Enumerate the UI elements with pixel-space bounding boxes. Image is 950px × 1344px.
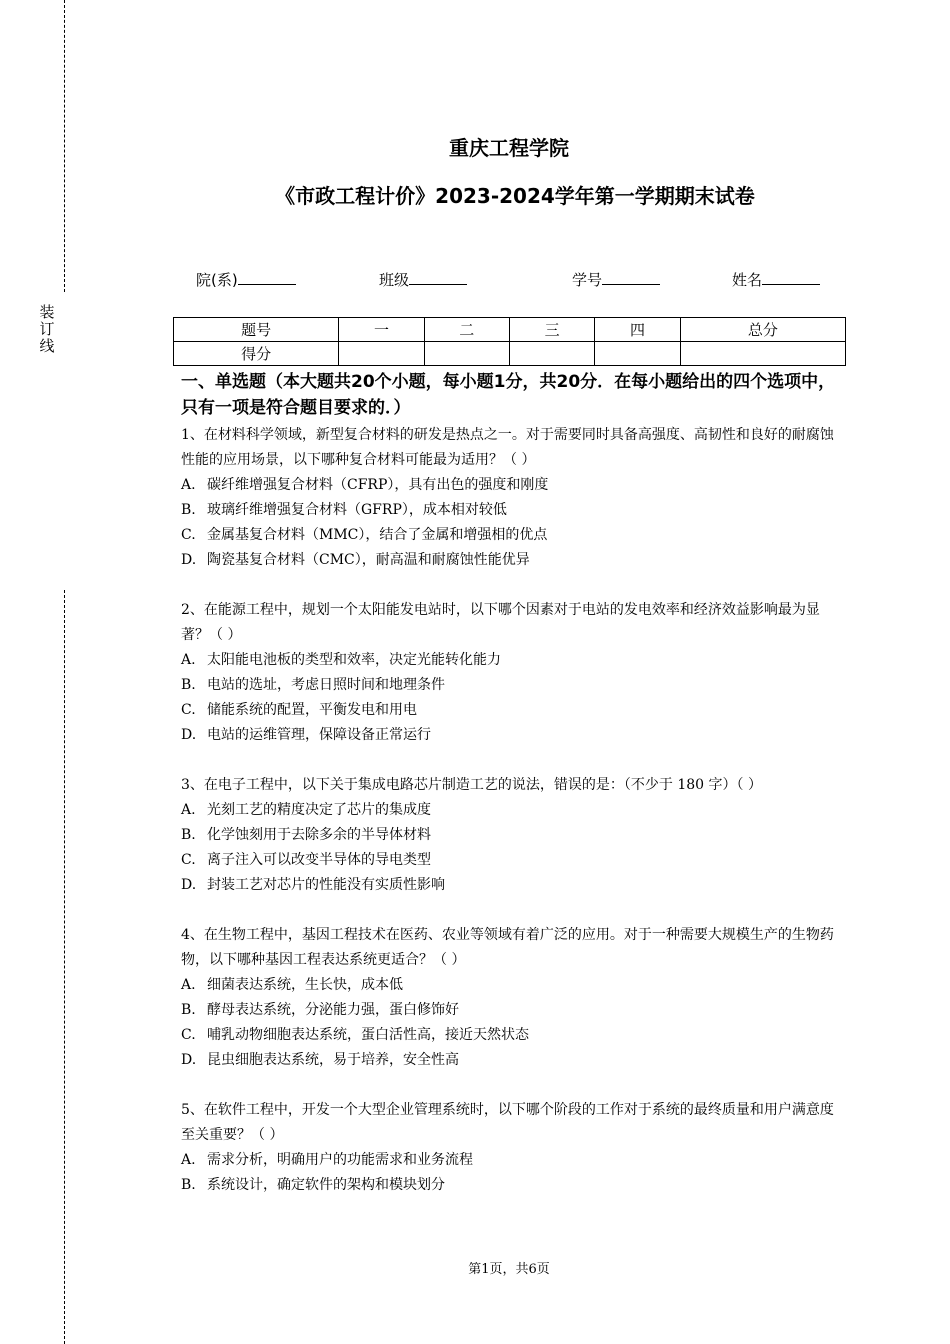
score-entry-cell (680, 342, 845, 366)
option-a (181, 473, 841, 498)
school-name: 重庆工程学院 (449, 136, 569, 160)
option-text: 细菌表达系统，生长快，成本低 (207, 977, 403, 993)
info-field-class (379, 269, 467, 290)
option-letter: B. (181, 677, 196, 693)
question-4 (181, 923, 841, 1073)
option-text: 陶瓷基复合材料（CMC），耐高温和耐腐蚀性能优异 (207, 552, 530, 568)
option-b (181, 673, 841, 698)
section-heading: 一、单选题（本大题共20个小题，每小题1分，共20分．在每小题给出的四个选项中，只有一项是符合题目要求的．） (181, 372, 836, 418)
option-a (181, 648, 841, 673)
option-letter: B. (181, 1177, 196, 1193)
option-b (181, 498, 841, 523)
option-c (181, 848, 841, 873)
option-text: 玻璃纤维增强复合材料（GFRP），成本相对较低 (207, 502, 507, 518)
option-b (181, 823, 841, 848)
option-letter: A. (181, 1152, 196, 1168)
option-b (181, 1173, 841, 1198)
fill-in-blank (602, 270, 660, 285)
option-letter: B. (181, 502, 196, 518)
option-text: 化学蚀刻用于去除多余的半导体材料 (207, 827, 431, 843)
binding-dashed-line-bottom (64, 590, 65, 1344)
score-table-cell: 总分 (680, 318, 845, 342)
info-label: 学号 (572, 271, 603, 289)
score-table (173, 317, 846, 366)
score-entry-cell (339, 342, 424, 366)
score-table-cell: 四 (595, 318, 680, 342)
page-footer: 第1页，共6页 (468, 1262, 550, 1277)
question-stem: 1、在材料科学领域，新型复合材料的研发是热点之一。对于需要同时具备高强度、高韧性和良好的耐腐蚀性能的应用场景，以下哪种复合材料可能最为适用？（ ） (181, 427, 834, 468)
option-letter: C. (181, 702, 196, 718)
option-letter: B. (181, 827, 196, 843)
info-label: 院(系) (196, 271, 238, 289)
option-letter: D. (181, 727, 197, 743)
option-c (181, 523, 841, 548)
option-text: 碳纤维增强复合材料（CFRP），具有出色的强度和刚度 (207, 477, 549, 493)
option-letter: C. (181, 527, 196, 543)
option-letter: A. (181, 977, 196, 993)
score-entry-cell (595, 342, 680, 366)
score-table-cell: 二 (424, 318, 509, 342)
exam-title: 《市政工程计价》2023-2024学年第一学期期末试卷 (275, 184, 755, 208)
option-text: 金属基复合材料（MMC），结合了金属和增强相的优点 (207, 527, 548, 543)
info-label: 姓名 (732, 271, 763, 289)
info-field-department (196, 269, 296, 290)
option-letter: C. (181, 1027, 196, 1043)
option-text: 电站的运维管理，保障设备正常运行 (207, 727, 431, 743)
option-letter: D. (181, 1052, 197, 1068)
option-letter: A. (181, 652, 196, 668)
option-text: 光刻工艺的精度决定了芯片的集成度 (207, 802, 431, 818)
option-d (181, 548, 841, 573)
option-text: 需求分析，明确用户的功能需求和业务流程 (207, 1152, 473, 1168)
option-text: 昆虫细胞表达系统，易于培养，安全性高 (207, 1052, 459, 1068)
option-text: 离子注入可以改变半导体的导电类型 (207, 852, 431, 868)
option-d (181, 1048, 841, 1073)
option-text: 封装工艺对芯片的性能没有实质性影响 (207, 877, 445, 893)
option-letter: C. (181, 852, 196, 868)
score-table-cell: 得分 (174, 342, 339, 366)
question-5 (181, 1098, 841, 1198)
score-table-header-row (174, 318, 846, 342)
fill-in-blank (409, 270, 467, 285)
question-stem: 4、在生物工程中，基因工程技术在医药、农业等领域有着广泛的应用。对于一种需要大规模生产的生物药物，以下哪种基因工程表达系统更适合？（ ） (181, 927, 834, 968)
option-letter: D. (181, 877, 197, 893)
question-stem: 3、在电子工程中，以下关于集成电路芯片制造工艺的说法，错误的是：（不少于 180 字）（ ） (181, 777, 762, 793)
option-d (181, 723, 841, 748)
info-field-name (732, 269, 820, 290)
info-field-student-id (572, 269, 660, 290)
fill-in-blank (762, 270, 820, 285)
option-text: 储能系统的配置，平衡发电和用电 (207, 702, 417, 718)
question-3 (181, 773, 841, 898)
option-letter: A. (181, 477, 196, 493)
option-a (181, 798, 841, 823)
option-text: 酵母表达系统，分泌能力强，蛋白修饰好 (207, 1002, 459, 1018)
option-text: 系统设计，确定软件的架构和模块划分 (207, 1177, 445, 1193)
question-2 (181, 598, 841, 748)
option-letter: D. (181, 552, 197, 568)
option-d (181, 873, 841, 898)
info-label: 班级 (379, 271, 410, 289)
question-stem: 5、在软件工程中，开发一个大型企业管理系统时，以下哪个阶段的工作对于系统的最终质量和用户满意度至关重要？（ ） (181, 1102, 834, 1143)
exam-content (181, 369, 841, 1223)
score-table-score-row (174, 342, 846, 366)
option-c (181, 1023, 841, 1048)
option-text: 太阳能电池板的类型和效率，决定光能转化能力 (207, 652, 501, 668)
option-b (181, 998, 841, 1023)
score-table-cell: 三 (509, 318, 594, 342)
option-text: 电站的选址，考虑日照时间和地理条件 (207, 677, 445, 693)
option-letter: A. (181, 802, 196, 818)
score-table-cell: 题号 (174, 318, 339, 342)
score-entry-cell (424, 342, 509, 366)
option-a (181, 973, 841, 998)
score-entry-cell (509, 342, 594, 366)
option-c (181, 698, 841, 723)
binding-line-label: 装订线 (39, 303, 55, 355)
question-stem: 2、在能源工程中，规划一个太阳能发电站时，以下哪个因素对于电站的发电效率和经济效益影响最为显著？（ ） (181, 602, 820, 643)
option-letter: B. (181, 1002, 196, 1018)
option-text: 哺乳动物细胞表达系统，蛋白活性高，接近天然状态 (207, 1027, 529, 1043)
option-a (181, 1148, 841, 1173)
fill-in-blank (238, 270, 296, 285)
question-1 (181, 423, 841, 573)
score-table-cell: 一 (339, 318, 424, 342)
